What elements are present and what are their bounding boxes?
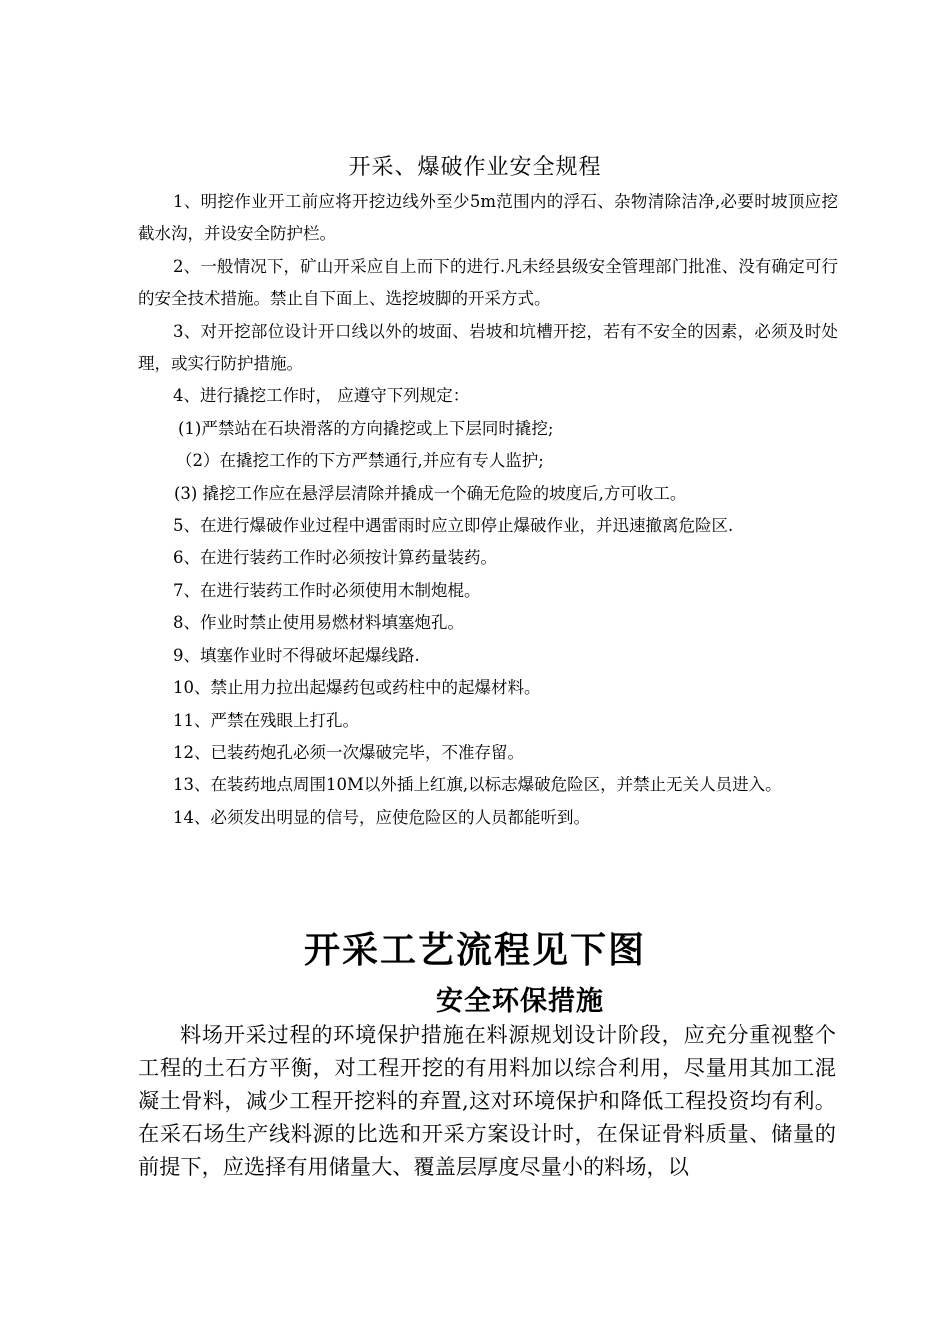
rule-item: 8、作业时禁止使用易燃材料填塞炮孔。 (173, 613, 464, 633)
rules-title: 开采、爆破作业安全规程 (348, 155, 602, 180)
env-measures-heading: 安全环保措施 (436, 986, 604, 1017)
env-measures-paragraph: 料场开采过程的环境保护措施在料源规划设计阶段，应充分重视整个工程的土石方平衡，对工程开挖的有用料加以综合利用，尽量用其加工混凝土骨料，减少工程开挖料的弃置,这对环境保护和降低工程投资均有利。在采石场生产线料源的比选和开采方案设计时，在保证骨料质量、储量的前提下，应选择有用储量大、覆盖层厚度尽量小的料场，以 (138, 1022, 836, 1179)
rule-item: 14、必须发出明显的信号，应使危险区的人员都能听到。 (173, 807, 590, 827)
rule-item: 5、在进行爆破作业过程中遇雷雨时应立即停止爆破作业，并迅速撤离危险区. (173, 516, 734, 536)
rule-item: 7、在进行装药工作时必须使用木制炮棍。 (173, 580, 481, 600)
flow-chart-heading: 开采工艺流程见下图 (303, 929, 646, 971)
rule-item: 10、禁止用力拉出起爆药包或药柱中的起爆材料。 (173, 678, 541, 698)
rule-subitem: （2）在撬挖工作的下方严禁通行,并应有专人监护; (176, 451, 544, 471)
rule-subitem: (1)严禁站在石块滑落的方向撬挖或上下层同时撬挖; (178, 418, 554, 438)
rule-item: 2、一般情况下，矿山开采应自上而下的进行.凡未经县级安全管理部门批准、没有确定可行的安全技术措施。禁止自下面上、选挖坡脚的开采方式。 (138, 256, 838, 309)
rule-item: 13、在装药地点周围10M以外插上红旗,以标志爆破危险区，并禁止无关人员进入。 (173, 775, 782, 795)
rule-item: 9、填塞作业时不得破坏起爆线路. (173, 645, 420, 665)
rule-item: 11、严禁在残眼上打孔。 (173, 710, 359, 730)
rule-subitem: (3) 撬挖工作应在悬浮层清除并撬成一个确无危险的坡度后,方可收工。 (174, 483, 687, 503)
rule-item: 12、已装药炮孔必须一次爆破完毕，不准存留。 (173, 742, 524, 762)
rule-item: 6、在进行装药工作时必须按计算药量装药。 (173, 548, 497, 568)
rule-item: 4、进行撬挖工作时， 应遵守下列规定： (173, 386, 470, 406)
rule-item: 3、对开挖部位设计开口线以外的坡面、岩坡和坑槽开挖，若有不安全的因素，必须及时处理，或实行防护措施。 (138, 321, 838, 374)
rules-list (138, 186, 838, 834)
rule-item: 1、明挖作业开工前应将开挖边线外至少5m范围内的浮石、杂物清除洁净,必要时坡顶应挖截水沟，并设安全防护栏。 (138, 192, 838, 244)
